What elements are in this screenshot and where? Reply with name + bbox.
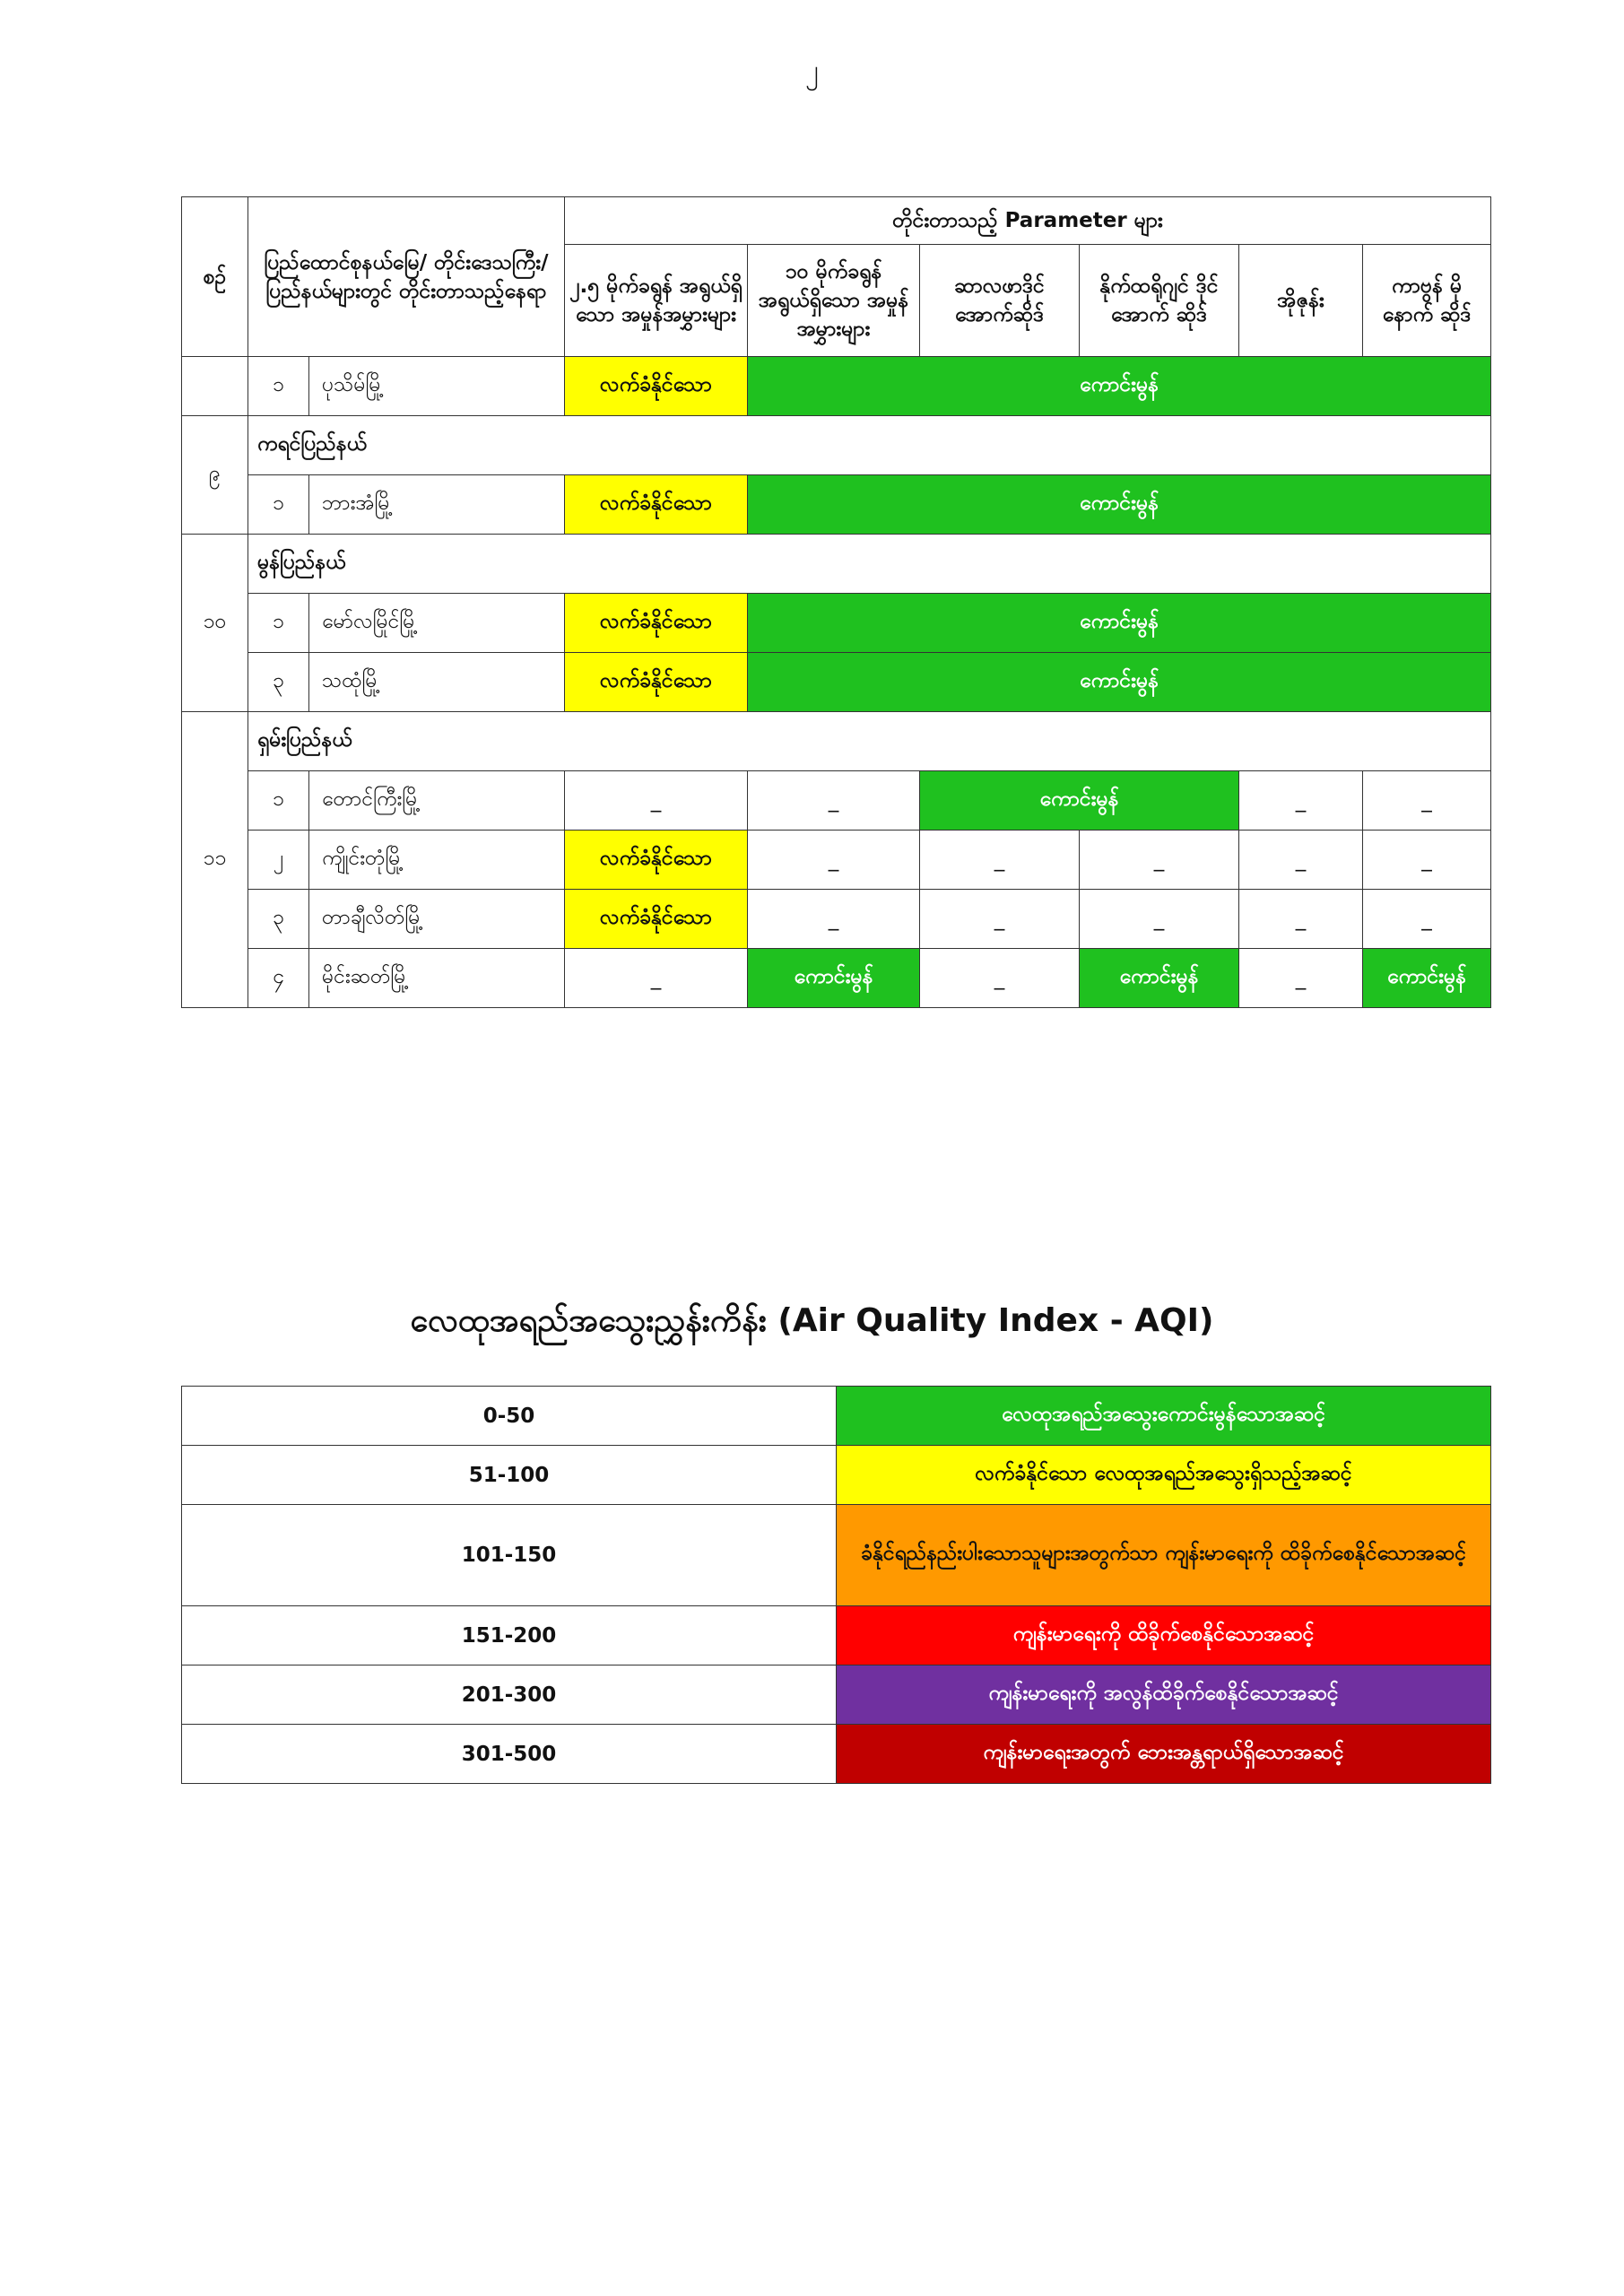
state-no: ၁၁: [182, 712, 248, 1008]
table-row: [182, 771, 1491, 831]
air-quality-status-table: [181, 196, 1491, 1008]
town-no: ၃: [248, 890, 309, 949]
header-param-pm10: ၁၀ မိုက်ခရွန် အရွယ်ရှိသော အမှုန်အမွှားများ: [748, 245, 920, 357]
town-no: ၂: [248, 831, 309, 890]
aqi-title: လေထုအရည်အသွေးညွှန်းကိန်း (Air Quality Index - AQI): [410, 1302, 1214, 1339]
state-name: ရှမ်းပြည်နယ်: [248, 712, 1491, 771]
aqi-range: 301-500: [182, 1725, 837, 1784]
aqi-level: ခံနိုင်ရည်နည်းပါးသောသူများအတွက်သာ ကျန်းမာရေးကို ထိခိုက်စေနိုင်သောအဆင့်: [837, 1505, 1491, 1606]
header-param-o3: အိုဇုန်း: [1239, 245, 1363, 357]
town-name: ဘားအံမြို့: [309, 475, 565, 535]
aqi-range: 51-100: [182, 1446, 837, 1505]
aqi-row: [182, 1505, 1491, 1606]
status-cell: လက်ခံနိုင်သော: [565, 357, 748, 416]
header-param-no2: နိုက်ထရိုဂျင် ဒိုင်အောက် ဆိုဒ်: [1080, 245, 1239, 357]
status-cell: ကောင်းမွန်: [748, 357, 1491, 416]
aqi-range: 201-300: [182, 1665, 837, 1725]
state-row: [182, 416, 1491, 475]
page-number: ၂: [805, 55, 819, 86]
header-param-pm25: ၂.၅ မိုက်ခရွန် အရွယ်ရှိသော အမှုန်အမွှားများ: [565, 245, 748, 357]
table-row: [182, 357, 1491, 416]
town-name: တာချီလိတ်မြို့: [309, 890, 565, 949]
town-name: မိုင်းဆတ်မြို့: [309, 949, 565, 1008]
state-no: ၉: [182, 416, 248, 535]
state-name: ကရင်ပြည်နယ်: [248, 416, 1491, 475]
aqi-row: [182, 1606, 1491, 1665]
status-cell: _: [920, 949, 1080, 1008]
aqi-row: [182, 1725, 1491, 1784]
town-name: သထုံမြို့: [309, 653, 565, 712]
header-parameters: တိုင်းတာသည့် Parameter များ: [565, 197, 1491, 245]
town-no: ၁: [248, 771, 309, 831]
town-name: ပုသိမ်မြို့: [309, 357, 565, 416]
aqi-legend-table: [181, 1386, 1491, 1784]
status-cell: _: [1363, 831, 1491, 890]
aqi-row: [182, 1665, 1491, 1725]
town-no: ၃: [248, 653, 309, 712]
status-cell: _: [1239, 831, 1363, 890]
state-name: မွန်ပြည်နယ်: [248, 535, 1491, 594]
table-row: [182, 653, 1491, 712]
status-cell: ကောင်းမွန်: [1363, 949, 1491, 1008]
status-cell: _: [1239, 890, 1363, 949]
town-no: ၁: [248, 357, 309, 416]
table-row: [182, 890, 1491, 949]
town-no: ၁: [248, 475, 309, 535]
aqi-row: [182, 1446, 1491, 1505]
status-cell: ကောင်းမွန်: [748, 653, 1491, 712]
header-location: ပြည်ထောင်စုနယ်မြေ/ တိုင်းဒေသကြီး/ ပြည်နယ်များတွင် တိုင်းတာသည့်နေရာ: [248, 197, 565, 357]
status-cell: _: [748, 771, 920, 831]
aqi-range: 101-150: [182, 1505, 837, 1606]
town-no: ၁: [248, 594, 309, 653]
status-cell: _: [1363, 890, 1491, 949]
aqi-range: 151-200: [182, 1606, 837, 1665]
status-cell: ကောင်းမွန်: [920, 771, 1239, 831]
aqi-level: ကျန်းမာရေးကို ထိခိုက်စေနိုင်သောအဆင့်: [837, 1606, 1491, 1665]
status-cell: _: [1363, 771, 1491, 831]
status-cell: _: [1239, 949, 1363, 1008]
status-cell: ကောင်းမွန်: [1080, 949, 1239, 1008]
state-row: [182, 712, 1491, 771]
status-cell: _: [1239, 771, 1363, 831]
town-no: ၄: [248, 949, 309, 1008]
aqi-row: [182, 1387, 1491, 1446]
status-cell: လက်ခံနိုင်သော: [565, 831, 748, 890]
status-cell: ကောင်းမွန်: [748, 594, 1491, 653]
status-cell: လက်ခံနိုင်သော: [565, 890, 748, 949]
header-no: စဉ်: [182, 197, 248, 357]
status-cell: လက်ခံနိုင်သော: [565, 594, 748, 653]
status-cell: _: [1080, 890, 1239, 949]
status-cell: လက်ခံနိုင်သော: [565, 653, 748, 712]
table-row: [182, 949, 1491, 1008]
town-name: တောင်ကြီးမြို့: [309, 771, 565, 831]
state-row: [182, 535, 1491, 594]
town-name: ကျိုင်းတုံမြို့: [309, 831, 565, 890]
header-param-co: ကာဗွန် မိုနောက် ဆိုဒ်: [1363, 245, 1491, 357]
status-cell: လက်ခံနိုင်သော: [565, 475, 748, 535]
table-row: [182, 594, 1491, 653]
town-name: မော်လမြိုင်မြို့: [309, 594, 565, 653]
aqi-level: ကျန်းမာရေးအတွက် ဘေးအန္တရာယ်ရှိသောအဆင့်: [837, 1725, 1491, 1784]
status-cell: _: [748, 890, 920, 949]
status-cell: _: [920, 831, 1080, 890]
state-no: ၁၀: [182, 535, 248, 712]
header-param-so2: ဆာလဖာဒိုင် အောက်ဆိုဒ်: [920, 245, 1080, 357]
status-cell: ကောင်းမွန်: [748, 949, 920, 1008]
table-row: [182, 475, 1491, 535]
status-cell: _: [920, 890, 1080, 949]
status-cell: _: [565, 771, 748, 831]
aqi-level: ကျန်းမာရေးကို အလွန်ထိခိုက်စေနိုင်သောအဆင့်: [837, 1665, 1491, 1725]
status-cell: _: [1080, 831, 1239, 890]
status-cell: ကောင်းမွန်: [748, 475, 1491, 535]
table-row: [182, 831, 1491, 890]
aqi-level: လက်ခံနိုင်သော လေထုအရည်အသွေးရှိသည့်အဆင့်: [837, 1446, 1491, 1505]
aqi-level: လေထုအရည်အသွေးကောင်းမွန်သောအဆင့်: [837, 1387, 1491, 1446]
aqi-range: 0-50: [182, 1387, 837, 1446]
status-cell: _: [748, 831, 920, 890]
status-cell: _: [565, 949, 748, 1008]
